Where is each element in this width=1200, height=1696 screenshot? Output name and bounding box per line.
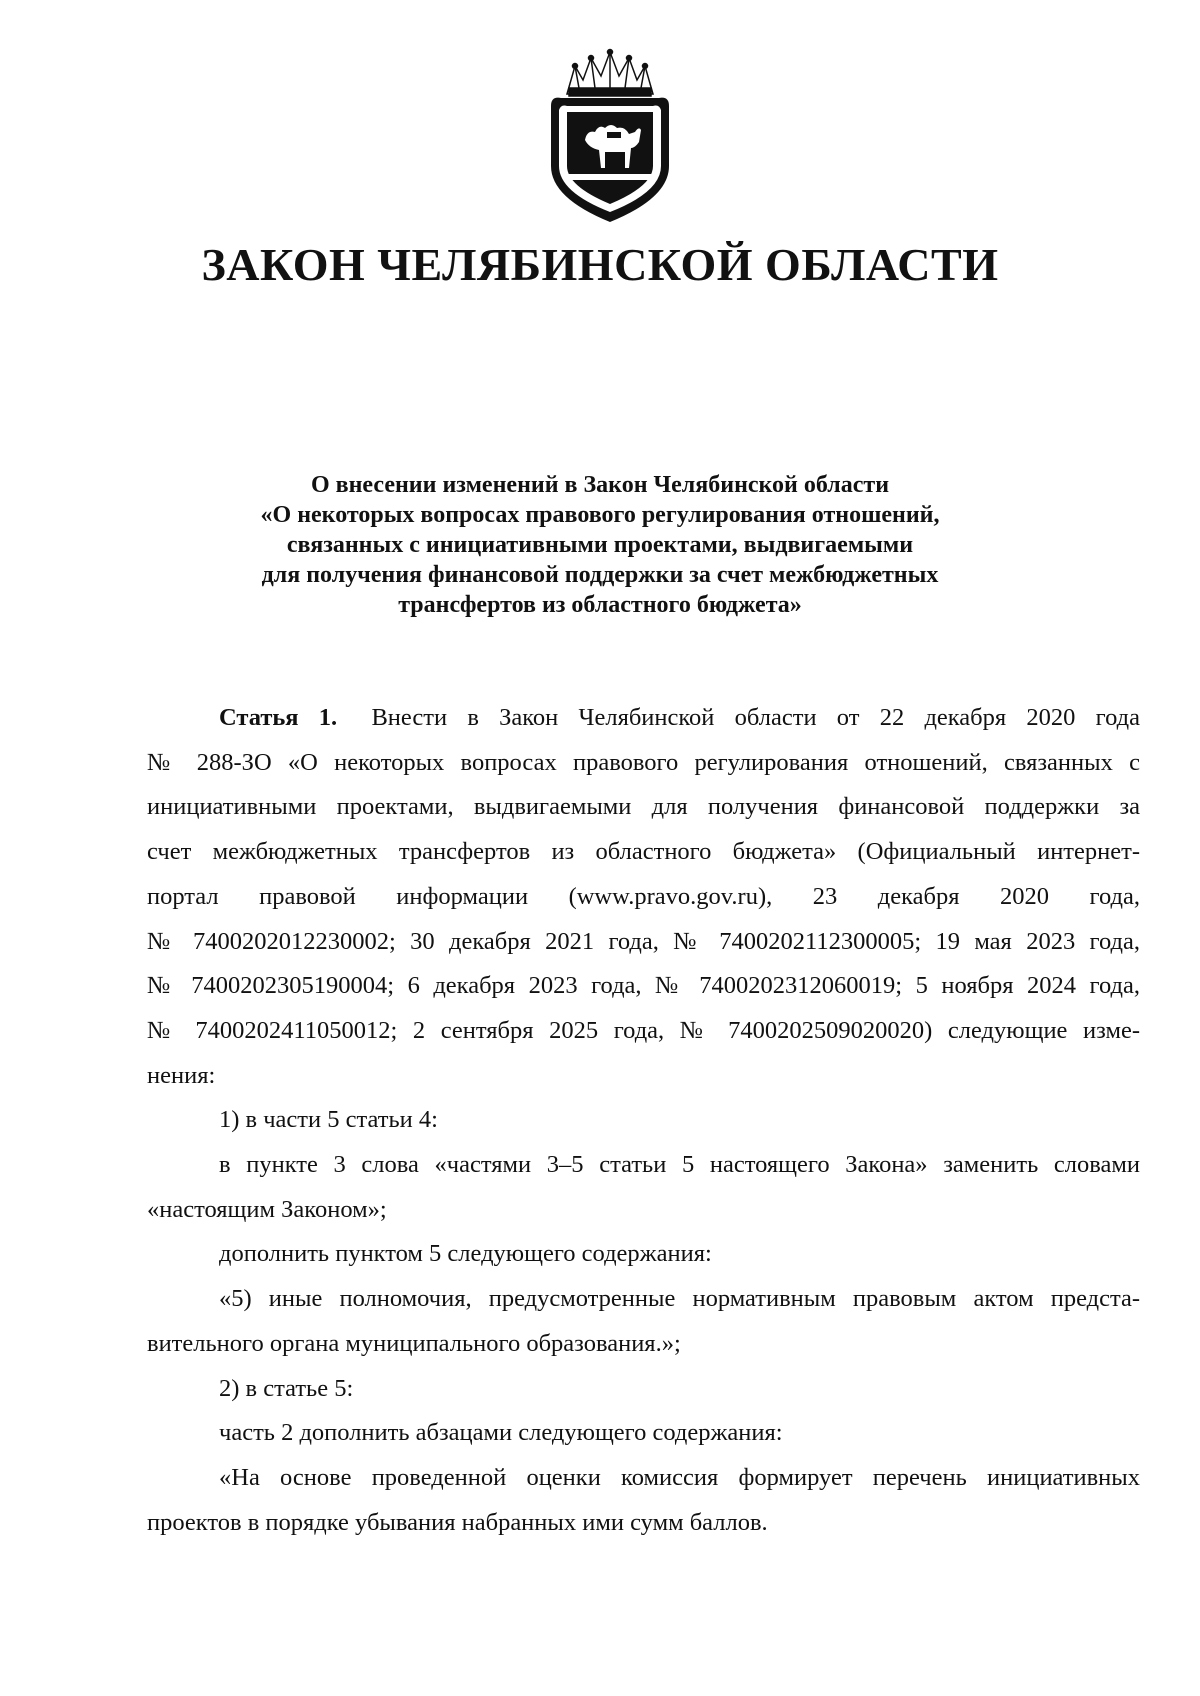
item-paragraph <box>147 1277 1140 1366</box>
text-line: проектов в порядке убывания набранных ими сумм баллов. <box>147 1508 768 1536</box>
text-line: 2) в статье 5: <box>219 1374 354 1402</box>
text-line: «5) иные полномочия, предусмотренные нормативным правовым актом предста- <box>219 1285 1140 1313</box>
text-line: дополнить пунктом 5 следующего содержания: <box>219 1240 712 1268</box>
subtitle-line: связанных с инициативными проектами, выдвигаемыми <box>286 532 914 558</box>
item-paragraph <box>147 1411 1140 1456</box>
text-line: в пункте 3 слова «частями 3–5 статьи 5 настоящего Закона» заменить словами <box>219 1151 1140 1179</box>
law-body <box>147 696 1140 1545</box>
article-label: Статья 1. <box>219 704 338 731</box>
text-line: портал правовой информации (www.pravo.gov.ru), 23 декабря 2020 года, <box>147 882 1140 910</box>
text-line: вительного органа муниципального образования.»; <box>147 1329 681 1357</box>
text-line: № 7400202305190004; 6 декабря 2023 года, № 7400202312060019; 5 ноября 2024 года, <box>147 972 1140 1000</box>
item-paragraph <box>147 1367 1140 1412</box>
article-1-paragraph <box>147 696 1140 1098</box>
item-paragraph <box>147 1098 1140 1143</box>
law-title: ЗАКОН ЧЕЛЯБИНСКОЙ ОБЛАСТИ <box>201 239 999 290</box>
subtitle-line: для получения финансовой поддержки за счет межбюджетных <box>261 562 939 588</box>
subtitle-line: «О некоторых вопросах правового регулирования отношений, <box>260 502 940 528</box>
text-line: счет межбюджетных трансфертов из областного бюджета» (Официальный интернет- <box>147 838 1140 866</box>
text-line: № 7400202411050012; 2 сентября 2025 года, № 7400202509020020) следующие изме- <box>147 1016 1140 1044</box>
text-line: инициативными проектами, выдвигаемыми для получения финансовой поддержки за <box>147 793 1140 821</box>
item-paragraph <box>147 1143 1140 1232</box>
chelyabinsk-coat-of-arms-icon <box>545 48 675 226</box>
text-line: «На основе проведенной оценки комиссия формирует перечень инициативных <box>219 1463 1140 1491</box>
subtitle-line: О внесении изменений в Закон Челябинской области <box>310 472 890 498</box>
item-paragraph <box>147 1456 1140 1545</box>
text-line: Статья 1. Внести в Закон Челябинской области от 22 декабря 2020 года <box>219 704 1140 731</box>
text-line: часть 2 дополнить абзацами следующего содержания: <box>219 1419 783 1447</box>
item-paragraph <box>147 1232 1140 1277</box>
subtitle-line: трансфертов из областного бюджета» <box>398 592 802 618</box>
text-line: № 288-ЗО «О некоторых вопросах правового регулирования отношений, связанных с <box>147 748 1140 776</box>
text-line: «настоящим Законом»; <box>147 1195 387 1223</box>
text-line: 1) в части 5 статьи 4: <box>219 1106 438 1134</box>
text-line: нения: <box>147 1061 216 1089</box>
law-subtitle <box>160 470 1040 620</box>
text-line: № 7400202012230002; 30 декабря 2021 года, № 7400202112300005; 19 мая 2023 года, <box>147 927 1140 955</box>
